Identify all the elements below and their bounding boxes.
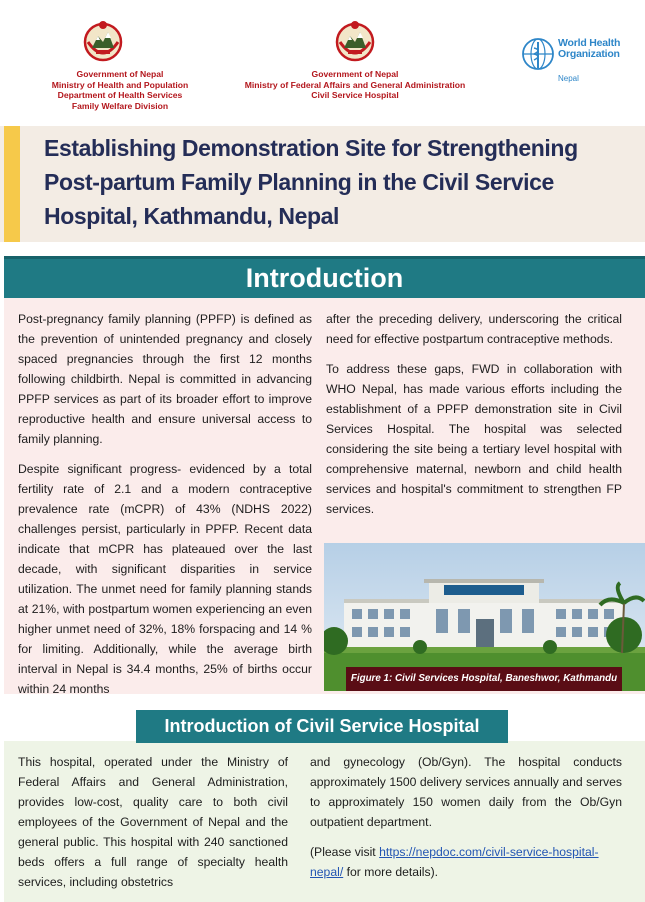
civil-service-heading-band [136,710,508,743]
civil-service-left-column [18,752,288,892]
nepal-emblem-icon [80,18,126,64]
nepal-emblem-icon [332,18,378,64]
paragraph: after the preceding delivery, underscoring the critical need for effective postpartum contraceptive methods. [326,312,622,346]
who-country: Nepal [558,74,579,83]
center-org-line: Ministry of Federal Affairs and General Administration [244,79,466,90]
note-prefix: (Please visit [310,845,380,859]
title-line: Post-partum Family Planning in the Civil Service [44,169,554,195]
introduction-right-column [326,309,622,529]
introduction-left-column [18,309,312,709]
figure-caption: Figure 1: Civil Services Hospital, Baneshwor, Kathmandu [346,667,622,691]
left-org-line: Department of Health Services [57,90,183,100]
paragraph: To address these gaps, FWD in collaboration with WHO Nepal, has made various efforts including the establishment of a PPFP demonstration site in Civil Services Hospital. The hospital was selected considering the site being a tertiary level hospital with comprehensive maternal, newborn and child health services and hospital's commitment to strengthen FP services. [326,362,622,516]
center-org-line: Civil Service Hospital [311,90,399,100]
introduction-heading-band [4,256,645,298]
title-band [0,126,645,242]
paragraph: Post-pregnancy family planning (PPFP) is defined as the prevention of unintended pregnancy and closely spaced pregnancies through the first 12 months following childbirth. Nepal is committed in advancing PPFP services as part of its broader effort to improve reproductive health and ensure universal access to family planning. [18,312,312,446]
header [0,0,645,118]
note-suffix: for more details). [343,865,439,879]
who-name: World Health Organization [558,37,621,60]
left-org-line: Ministry of Health and Population [51,79,189,90]
paragraph: and gynecology (Ob/Gyn). The hospital conducts approximately 1500 delivery services annually and serves to approximately 150 women daily from the Ob/Gyn outpatient department. [310,755,622,829]
who-logo-icon [520,36,556,72]
title-accent-bar [4,126,20,242]
page-title [44,131,634,233]
center-org-line: Government of Nepal [311,69,399,79]
left-org-line: Family Welfare Division [71,100,169,111]
paragraph: Despite significant progress- evidenced by a total fertility rate of 2.1 and a modern contraceptive prevalence rate (mCPR) of 43% (NDHS 2022) challenges persist, particularly in PPFP. Recent data indicate that mCPR has plateaued over the last decade, with significant disparities in service utilization. The unmet need for family planning stands at 21%, with postpartum women experiencing an even higher unmet need of 32%, 18% forspacing and 14 % for limiting. Additionally, while the average birth interval in Nepal is 34.4 months, 25% of births occur within 24 months [18,462,312,696]
civil-service-heading: Introduction of Civil Service Hospital [164,716,480,736]
left-org-line: Government of Nepal [76,69,164,79]
civil-service-right-column [310,752,622,882]
hospital-website-link[interactable]: https://nepdoc.com/civil-service-hospital-nepal/ [310,845,599,879]
title-line: Hospital, Kathmandu, Nepal [44,203,340,229]
more-details-note [310,842,622,882]
introduction-heading: Introduction [245,263,404,293]
center-org-block [225,69,485,101]
paragraph: This hospital, operated under the Ministry of Federal Affairs and General Administration, provides low-cost, quality care to both civil employees of the Government of Nepal and the general public. This hospital with 240 sanctioned beds offers a full range of specialty health services, including obstetrics [18,755,288,889]
title-line: Establishing Demonstration Site for Strengthening [44,135,578,161]
left-org-block [40,69,200,111]
